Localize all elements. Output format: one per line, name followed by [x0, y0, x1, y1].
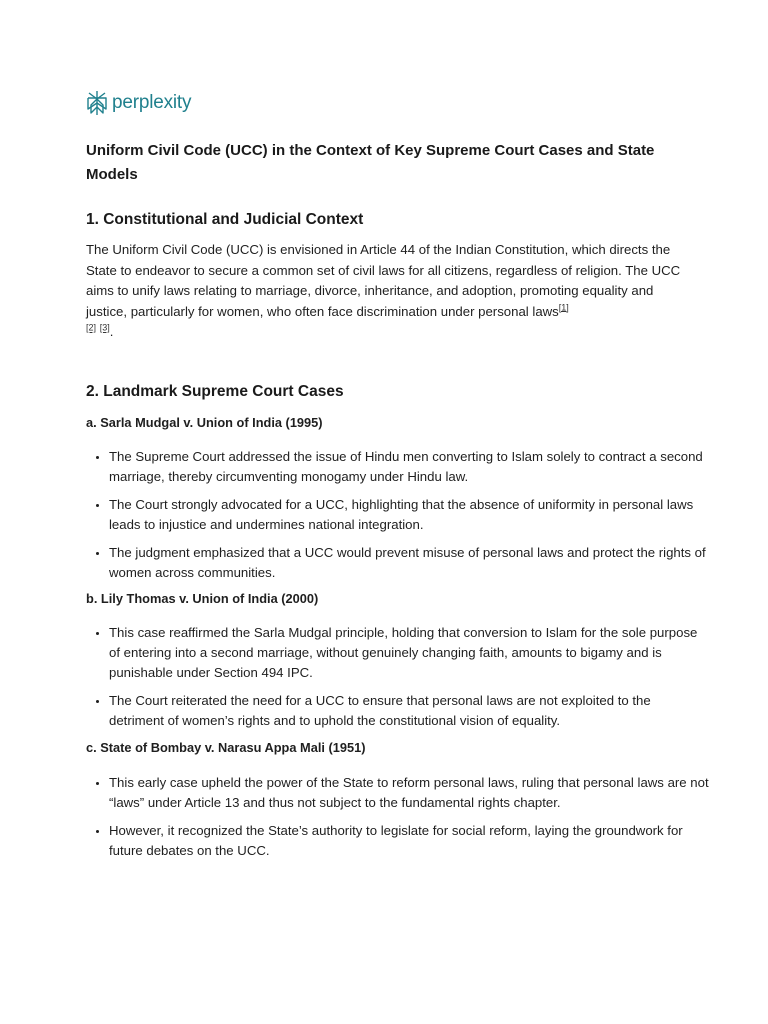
case-a-points	[86, 447, 709, 591]
section-1-text: The Uniform Civil Code (UCC) is envisioned in Article 44 of the Indian Constitution, which directs the State to endeavor to secure a common set of civil laws for all citizens, regardless of religion. The UCC aims to unify laws relating to marriage, divorce, inheritance, and adoption, promoting equality and justice, particularly for women, who often face discrimination under personal laws	[86, 242, 681, 319]
list-item: • This case reaffirmed the Sarla Mudgal principle, holding that conversion to Islam for the sole purpose of entering into a second marriage, without genuinely changing faith, amounts to bigamy and is punishable under Section 494 IPC.	[109, 623, 709, 683]
list-item: • The Court reiterated the need for a UCC to ensure that personal laws are not exploited to the detriment of women’s rights and to uphold the constitutional vision of equality.	[109, 691, 709, 731]
citation-1[interactable]: [1]	[558, 302, 569, 313]
list-item: • The judgment emphasized that a UCC would prevent misuse of personal laws and protect the rights of women across communities.	[109, 543, 709, 583]
list-item: • This early case upheld the power of the State to reform personal laws, ruling that personal laws are not “laws” under Article 13 and thus not subject to the fundamental rights chapter.	[109, 773, 709, 813]
list-item: • The Court strongly advocated for a UCC, highlighting that the absence of uniformity in personal laws leads to injustice and undermines national integration.	[109, 495, 709, 535]
section-2-heading: 2. Landmark Supreme Court Cases	[86, 383, 344, 400]
case-c-heading: c. State of Bombay v. Narasu Appa Mali (1951)	[86, 740, 366, 755]
list-item: • However, it recognized the State’s authority to legislate for social reform, laying the groundwork for future debates on the UCC.	[109, 821, 709, 861]
document-title: Uniform Civil Code (UCC) in the Context of Key Supreme Court Cases and State Models	[86, 142, 655, 183]
case-a-heading: a. Sarla Mudgal v. Union of India (1995)	[86, 415, 323, 430]
case-c-points	[86, 773, 709, 869]
case-b-points	[86, 623, 709, 739]
perplexity-logo-icon	[86, 90, 108, 116]
section-1-heading: 1. Constitutional and Judicial Context	[86, 211, 364, 228]
section-1-end: .	[109, 324, 114, 339]
citation-3[interactable]: [3]	[99, 322, 110, 333]
list-item: • The Supreme Court addressed the issue of Hindu men converting to Islam solely to contract a second marriage, thereby circumventing monogamy under Hindu law.	[109, 447, 709, 487]
citation-2[interactable]: [2]	[86, 322, 97, 333]
brand-logo	[86, 90, 191, 116]
section-1-body	[86, 240, 686, 343]
case-b-heading: b. Lily Thomas v. Union of India (2000)	[86, 591, 319, 606]
brand-name: perplexity	[112, 92, 192, 113]
